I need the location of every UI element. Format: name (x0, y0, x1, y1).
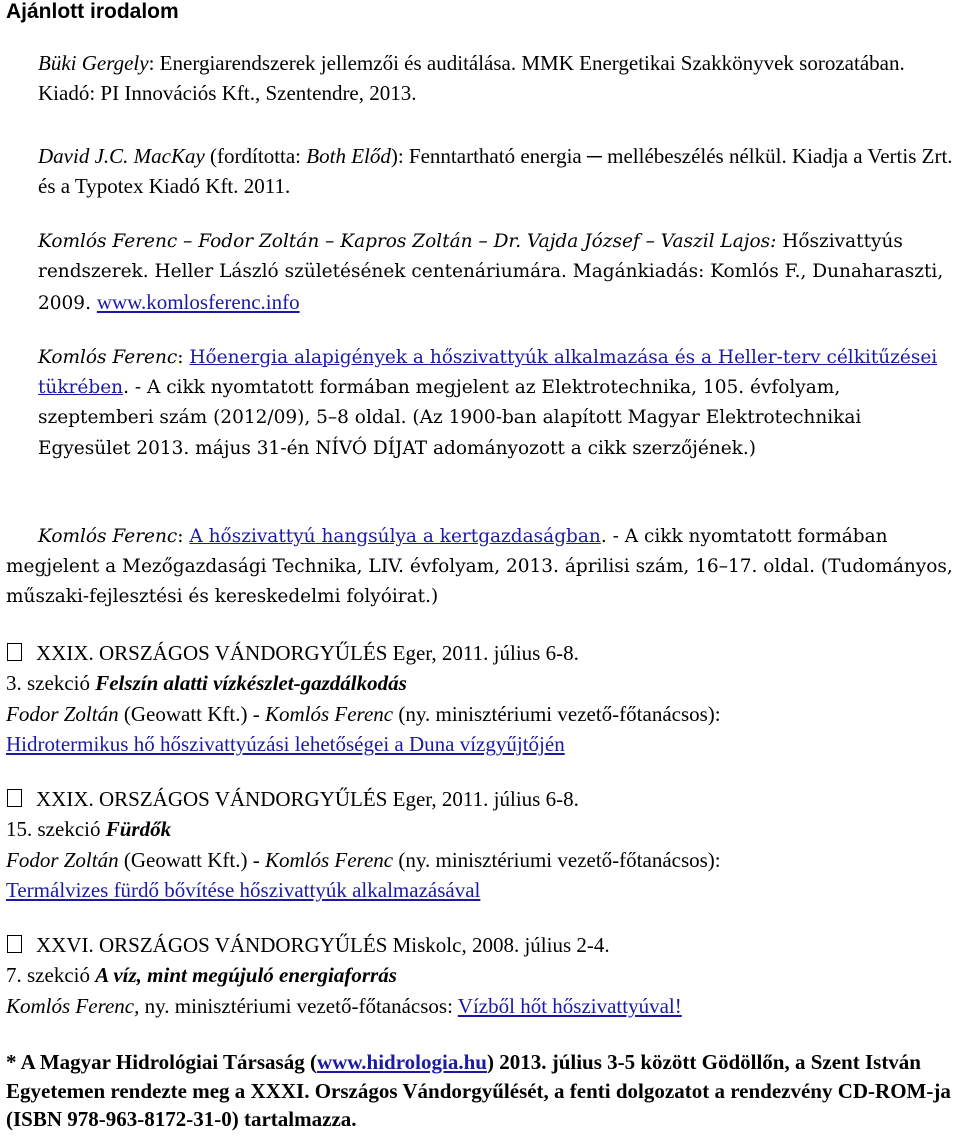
reference-text: (fordította: (204, 144, 307, 168)
section-title: Felszín alatti vízkészlet-gazdálkodás (95, 671, 407, 696)
reference-eger-section-15 (6, 784, 956, 906)
author-name: Fodor Zoltán (6, 847, 119, 872)
reference-miskolc (6, 930, 956, 1021)
checkbox-icon (7, 789, 22, 807)
reference-mackay (6, 141, 956, 202)
affiliation: (Geowatt Kft.) - (118, 847, 265, 872)
hidrologia-link[interactable]: www.hidrologia.hu (316, 1050, 487, 1074)
section-title: A víz, mint megújuló energiaforrás (95, 963, 397, 988)
komlosferenc-link[interactable]: www.komlosferenc.info (96, 290, 300, 315)
reference-author: Büki Gergely (38, 51, 149, 75)
event-title: XXIX. ORSZÁGOS VÁNDORGYŰLÉS Eger, 2011. július 6-8. (36, 787, 579, 811)
section-prefix: 3. szekció (6, 671, 96, 696)
footnote (6, 1048, 956, 1134)
reference-translator: Both Előd (306, 144, 391, 168)
reference-text: : (177, 347, 190, 368)
reference-text: : Energiarendszerek jellemzői és auditálása. MMK Energetikai Szakkönyvek sorozatában. Kiadó: PI Innovációs Kft., Szentendre, 2013. (38, 51, 905, 106)
reference-text: ): Fenntartható energia ─ mellébeszélés nélkül. Kiadja a Vertis Zrt. és a Typotex Kiadó Kft. 2011. (38, 144, 953, 199)
author-name: Komlós Ferenc (264, 701, 394, 726)
section-title: Fürdők (105, 817, 172, 842)
reference-hoenergia (6, 343, 956, 464)
reference-authors: Komlós Ferenc – Fodor Zoltán – Kapros Zoltán – Dr. Vajda József – Vaszil Lajos: (38, 231, 777, 252)
reference-text: Hőszivattyús rendszerek. Heller László születésének centenáriumára. Magánkiadás: Komlós F., Dunaharaszti, 2009. (38, 231, 944, 315)
affiliation: (ny. minisztériumi vezető-főtanácsos): (393, 701, 721, 726)
affiliation: (ny. minisztériumi vezető-főtanácsos): (393, 847, 721, 872)
page-title: Ajánlott irodalom (6, 0, 179, 23)
event-title: XXIX. ORSZÁGOS VÁNDORGYŰLÉS Eger, 2011. július 6-8. (36, 641, 579, 665)
affiliation: ny. minisztériumi vezető-főtanácsos: (139, 993, 458, 1018)
footnote-text: ) 2013. július 3-5 között Gödöllőn, a Szent István Egyetemen rendezte meg a XXXI. Országos Vándorgyűlését, a fenti dolgozatot a rendezvény CD-ROM-ja (ISBN 978-963-8172-31-0) tartalmazza. (6, 1050, 951, 1131)
reference-text: : (177, 526, 190, 547)
reference-kertgazdasag (6, 522, 956, 613)
vizbol-hot-link[interactable]: Vízből hőt hőszivattyúval! (457, 993, 682, 1018)
reference-text: . - A cikk nyomtatott formában megjelent az Elektrotechnika, 105. évfolyam, szeptemberi szám (2012/09), 5–8 oldal. (Az 1900-ban alapított Magyar Elektrotechnikai Egyesület 2013. május 31-én NÍVÓ DÍJAT adományozott a cikk szerzőjének.) (38, 377, 862, 459)
checkbox-icon (7, 643, 22, 661)
checkbox-icon (7, 935, 22, 953)
reference-author: Komlós Ferenc (38, 526, 178, 547)
hoenergia-article-link[interactable]: Hőenergia alapigények a hőszivattyúk alkalmazása és a Heller-terv célkitűzései tükrében (38, 347, 938, 399)
termalvizes-furdo-link[interactable]: Termálvizes fürdő bővítése hőszivattyúk alkalmazásával (6, 878, 481, 903)
reference-text: . - A cikk nyomtatott formában megjelent a Mezőgazdasági Technika, LIV. évfolyam, 2013. áprilisi szám, 16–17. oldal. (Tudományos, műszaki-fejlesztési és kereskedelmi folyóirat.) (6, 526, 953, 608)
author-name: Komlós Ferenc, (6, 993, 140, 1018)
author-name: Komlós Ferenc (264, 847, 394, 872)
section-prefix: 7. szekció (6, 963, 96, 988)
kertgazdasag-article-link[interactable]: A hőszivattyú hangsúlya a kertgazdaságban (189, 526, 601, 547)
hidrotermikus-link[interactable]: Hidrotermikus hő hőszivattyúzási lehetőségei a Duna vízgyűjtőjén (6, 732, 565, 757)
reference-author: David J.C. MacKay (38, 144, 205, 168)
footnote-text: * A Magyar Hidrológiai Társaság ( (6, 1050, 317, 1074)
affiliation: (Geowatt Kft.) - (118, 701, 265, 726)
reference-author: Komlós Ferenc (38, 347, 178, 368)
author-name: Fodor Zoltán (6, 701, 119, 726)
section-prefix: 15. szekció (6, 817, 106, 842)
reference-buki (6, 48, 956, 109)
reference-hoszivattyus-rendszerek (6, 227, 956, 320)
event-title: XXVI. ORSZÁGOS VÁNDORGYŰLÉS Miskolc, 2008. július 2-4. (36, 933, 610, 957)
reference-eger-section-3 (6, 638, 956, 760)
